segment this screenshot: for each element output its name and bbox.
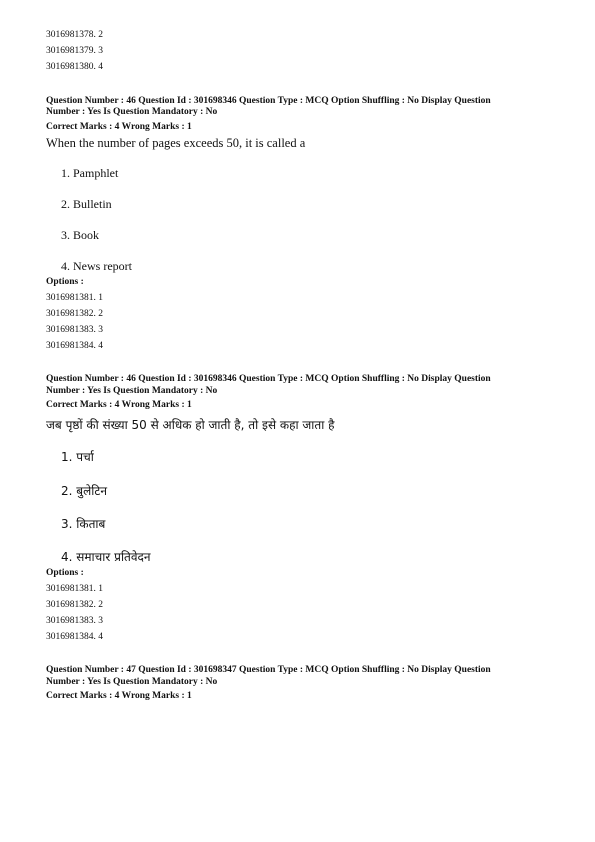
option-id-line: 3016981381. 1	[46, 293, 103, 303]
answer-choice: 1. पर्चा	[61, 450, 94, 464]
answer-choice: 3. Book	[61, 228, 100, 242]
option-id-line: 3016981383. 3	[46, 325, 103, 335]
question-text: When the number of pages exceeds 50, it is called a	[46, 136, 306, 150]
question-meta-line: Number : Yes Is Question Mandatory : No	[46, 677, 218, 687]
option-id-line: 3016981379. 3	[46, 46, 103, 56]
option-id-line: 3016981380. 4	[46, 62, 103, 72]
option-id-line: 3016981384. 4	[46, 632, 103, 642]
answer-choice: 2. Bulletin	[61, 197, 112, 211]
options-label: Options :	[46, 277, 84, 287]
option-id-line: 3016981384. 4	[46, 341, 103, 351]
option-id-line: 3016981383. 3	[46, 616, 103, 626]
option-id-line: 3016981382. 2	[46, 309, 103, 319]
option-id-line: 3016981381. 1	[46, 584, 103, 594]
option-id-line: 3016981378. 2	[46, 30, 103, 40]
answer-choice: 1. Pamphlet	[61, 166, 119, 180]
question-meta-line: Number : Yes Is Question Mandatory : No	[46, 107, 218, 117]
answer-choice: 4. News report	[61, 259, 132, 273]
question-meta-line: Question Number : 47 Question Id : 301698347 Question Type : MCQ Option Shuffling : No Display Question	[46, 665, 491, 675]
marks-line: Correct Marks : 4 Wrong Marks : 1	[46, 122, 192, 132]
answer-choice: 3. किताब	[61, 517, 106, 531]
question-meta-line: Question Number : 46 Question Id : 301698346 Question Type : MCQ Option Shuffling : No Display Question	[46, 96, 491, 106]
question-meta-line: Number : Yes Is Question Mandatory : No	[46, 386, 218, 396]
question-meta-line: Question Number : 46 Question Id : 301698346 Question Type : MCQ Option Shuffling : No Display Question	[46, 374, 491, 384]
question-text: जब पृष्ठों की संख्या 50 से अधिक हो जाती है, तो इसे कहा जाता है	[46, 418, 335, 432]
option-id-line: 3016981382. 2	[46, 600, 103, 610]
answer-choice: 2. बुलेटिन	[61, 484, 108, 498]
options-label: Options :	[46, 568, 84, 578]
marks-line: Correct Marks : 4 Wrong Marks : 1	[46, 691, 192, 701]
answer-choice: 4. समाचार प्रतिवेदन	[61, 550, 151, 564]
marks-line: Correct Marks : 4 Wrong Marks : 1	[46, 400, 192, 410]
